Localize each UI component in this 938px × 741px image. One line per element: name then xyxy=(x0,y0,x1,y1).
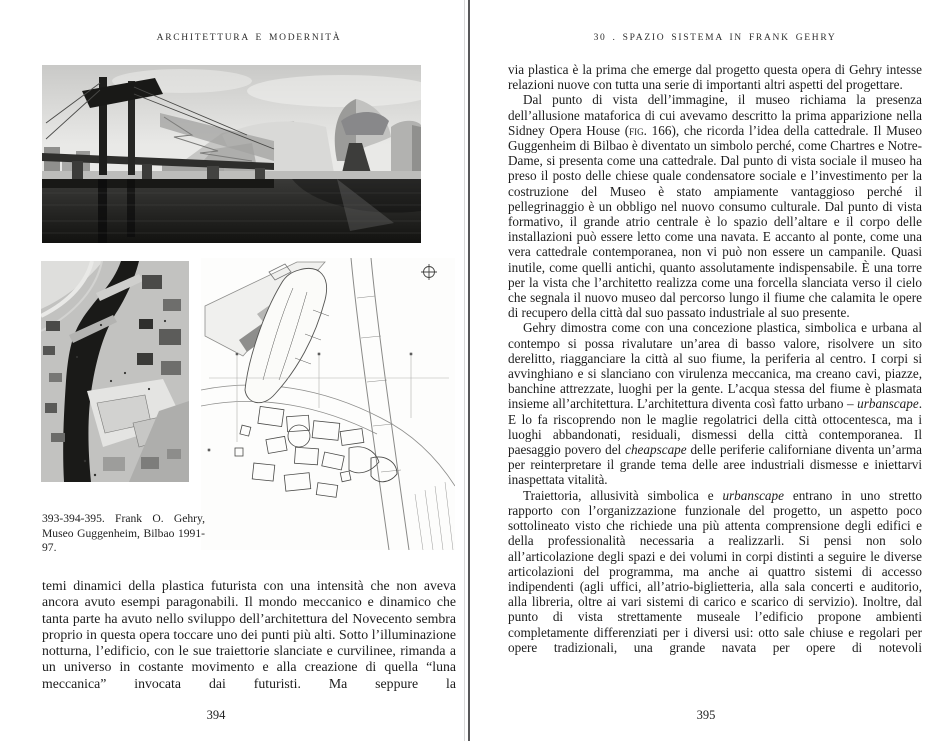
text-segment: entrano in uno stretto rapporto con l’organizzazione funzionale del progetto, un aspetto poco sottolineato visto che richiede una più attenta comprensione degli edifici e della professionalità necessaria a realizzarli. Si pensi non solo all’articolazione degli spazi e dei volumi in corpi distinti a seguire le diverse articolazioni del programma, ma anche ai quattro sistemi di accesso indipendenti (agli uffici, all’atrio-biglietteria, alla sala concerti e auditorio, alla libreria, oltre ai vari sistemi di carico e scarico di servizio). Inoltre, dal punto di vista strettamente museale l’edificio propone ambienti completamente differenziati per i diversi usi: otto sale chiuse e regolari per opere tradizionali, una grande navata per opere di notevoli xyxy=(508,487,922,655)
text-segment: . E lo fa riscoprendo non le maglie regolatrici della città ottocentesca, ma i luoghi abbandonati, residuali, dismessi della città contemporanea. Il paesaggio povero del xyxy=(508,396,922,458)
page-divider xyxy=(468,0,470,741)
right-page-body-text xyxy=(508,62,922,655)
photo-water xyxy=(42,179,421,243)
paragraph xyxy=(508,320,922,487)
running-head-left: ARCHITETTURA E MODERNITÀ xyxy=(156,33,342,43)
site-plan-drawing-guggenheim xyxy=(201,258,455,550)
text-segment: urbanscape xyxy=(857,396,919,412)
paragraph xyxy=(42,578,456,692)
paragraph xyxy=(508,92,922,320)
photo-guggenheim-museum-and-bridge xyxy=(42,65,421,243)
page-number-left: 394 xyxy=(206,708,226,722)
left-page-body-text xyxy=(42,578,456,692)
running-head-right: 30 . SPAZIO SISTEMA IN FRANK GEHRY xyxy=(593,33,837,43)
text-segment: 166), che ricorda l’idea della cattedrale. Il Museo Guggenheim di Bilbao è diventato un simbolo perché, come Chartres e Notre-Dame, si presenta come una cattedrale. Dal punto di vista sociale il museo ha preso il posto delle chiese quale condensatore sociale e l’investimento per la costruzione del Museo è stato ampiamente vantaggioso perché il pellegrinaggio è un obbligo nel nuovo consumo culturale. Dal punto di vista formativo, il grande atrio centrale è lo spazio dell’altare e il corpo delle installazioni può essere letto come una navata. E accanto al ponte, come una vera cattedrale contemporanea, non vi può non essere un campanile. Quasi inutile, come quelli antichi, quanto assolutamente indispensabile. È una torre per la vista che l’architetto realizza come una forcella slanciata verso il cielo che segnala il nuovo museo dal percorso lungo il fiume che calamita le opere di recupero della città dal suo passato industriale al suo presente. xyxy=(508,122,922,321)
photo-quay xyxy=(42,171,421,179)
text-segment: via plastica è la prima che emerge dal progetto questa opera di Gehry intesse relazioni nuove con tutta una serie di importanti altri aspetti del progettare. xyxy=(508,62,922,93)
text-segment: fig. xyxy=(629,122,647,138)
text-segment: Gehry dimostra come con una concezione plastica, simbolica e urbana al contempo si possa rivalutare un’area di basso valore, risolvere un sito derelitto, riagganciare la città al suo fiume, la periferia al centro. I corpi si avvinghiano e si slanciano con virulenza meccanica, ma creano cavi, piazze, banchine attrezzate, luoghi per la gente. L’acqua stessa del fiume è plasmata insieme all’architettura. L’architettura diventa così fatto urbano – xyxy=(508,320,922,412)
page-number-right: 395 xyxy=(696,708,716,722)
text-segment: temi dinamici della plastica futurista con una intensità che non aveva ancora avuto esempi paragonabili. Il mondo meccanico e dinamico che tanta parte ha avuto nello sviluppo dell’architettura del Novecento sembra proprio in questa opera toccare uno dei punti più alti. Sotto l’illuminazione notturna, l’edificio, con le sue traiettorie slanciate e curvilinee, rimanda a un universo in costante movimento e alla creazione di quella “luna meccanica” invocata dai futuristi. Ma seppure la xyxy=(42,578,456,691)
text-segment: cheapscape xyxy=(625,442,687,458)
paragraph xyxy=(508,488,922,655)
text-segment: Traiettoria, allusività simbolica e xyxy=(523,487,723,503)
figure-caption: 393-394-395. Frank O. Gehry, Museo Guggenheim, Bilbao 1991-97. xyxy=(42,512,205,555)
aerial-photo-bilbao-river-site xyxy=(41,261,189,482)
text-segment: Dal punto di vista dell’immagine, il museo richiama la presenza dell’allusione mataforica di cui avevamo descritto la prima apparizione nella Sidney Opera House ( xyxy=(508,92,922,138)
text-segment: urbanscape xyxy=(722,487,784,503)
paragraph xyxy=(508,62,922,92)
page-gutter-shadow xyxy=(464,0,465,741)
text-segment: delle periferie californiane diventa un’arma per reinterpretare il grande tema delle aree industriali dismesse e iniettarvi inaspettata vitalità. xyxy=(508,442,922,488)
